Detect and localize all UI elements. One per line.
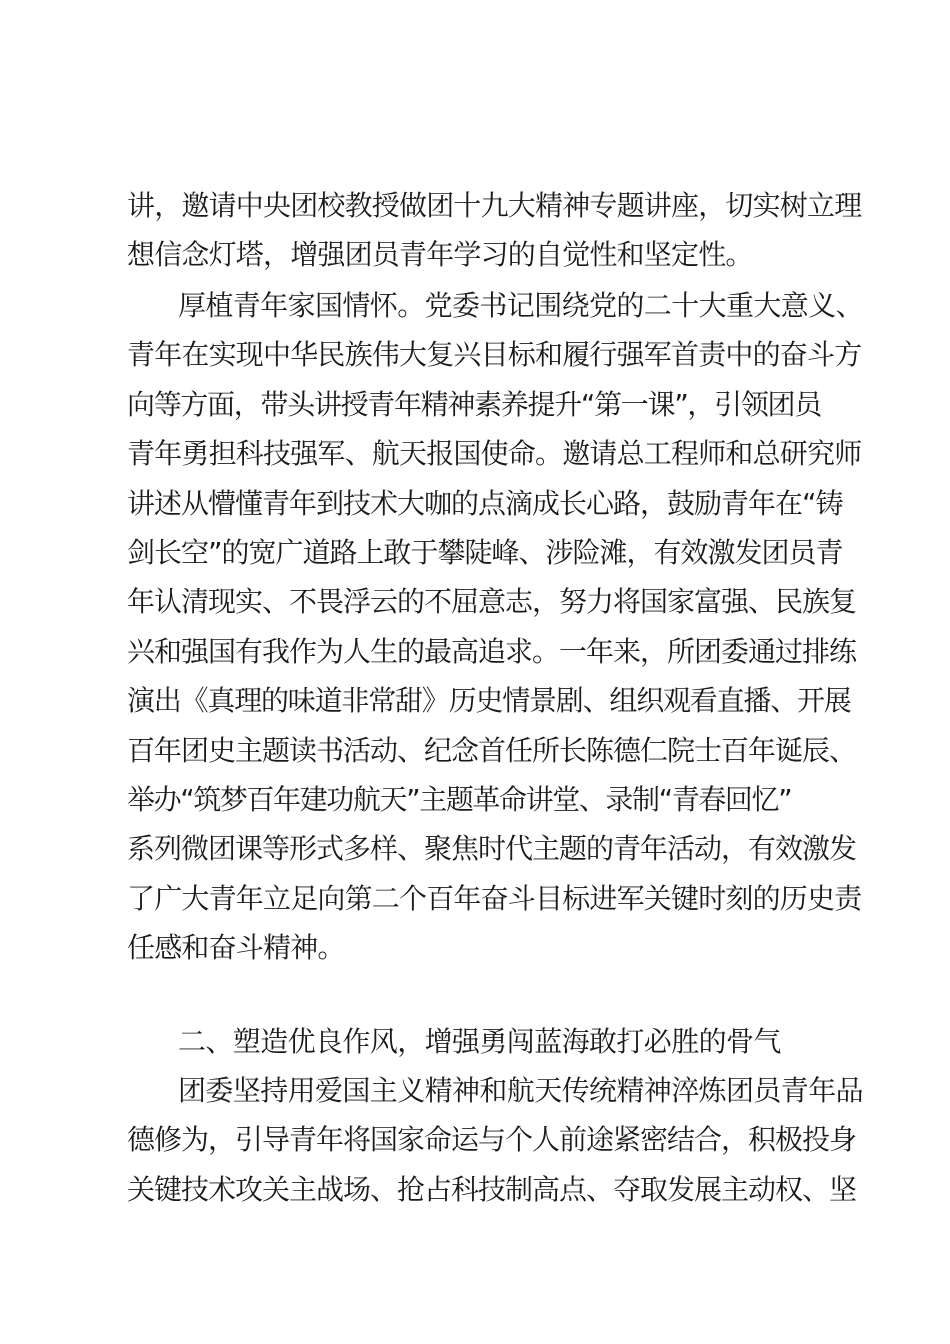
text-line: 剑长空”的宽广道路上敢于攀陡峰、涉险滩，有效激发团员青 xyxy=(127,535,843,569)
paragraph-continuation xyxy=(127,181,862,280)
text-line: 向等方面，带头讲授青年精神素养提升“第一课”，引领团员 xyxy=(127,387,821,421)
text-line: 兴和强国有我作为人生的最高追求。一年来，所团委通过排练 xyxy=(127,634,857,668)
text-line: 讲，邀请中央团校教授做团十九大精神专题讲座，切实树立理 xyxy=(127,189,862,222)
text-line: 关键技术攻关主战场、抢占科技制高点、夺取发展主动权、坚 xyxy=(127,1172,857,1206)
paragraph-patriotism-spirit xyxy=(127,1066,864,1214)
text-line: 讲述从懵懂青年到技术大咖的点滴成长心路，鼓励青年在“铸 xyxy=(127,486,843,520)
paragraph-youth-patriotism xyxy=(127,281,864,972)
text-line: 青年勇担科技强军、航天报国使命。邀请总工程师和总研究师 xyxy=(127,437,862,471)
text-line: 青年在实现中华民族伟大复兴目标和履行强军首责中的奋斗方 xyxy=(127,338,862,372)
text-line: 系列微团课等形式多样、聚焦时代主题的青年活动，有效激发 xyxy=(127,832,857,866)
section-heading xyxy=(127,1017,847,1066)
text-line: 演出《真理的味道非常甜》历史情景剧、组织观看直播、开展 xyxy=(127,684,851,718)
heading-text: 二、塑造优良作风，增强勇闯蓝海敢打必胜的骨气 xyxy=(178,1025,781,1058)
text-line: 任感和奋斗精神。 xyxy=(127,931,345,965)
text-line: 了广大青年立足向第二个百年奋斗目标进军关键时刻的历史责 xyxy=(127,881,862,915)
text-line: 年认清现实、不畏浮云的不屈意志，努力将国家富强、民族复 xyxy=(127,585,857,619)
text-line: 德修为，引导青年将国家命运与个人前途紧密结合，积极投身 xyxy=(127,1123,857,1157)
text-line: 想信念灯塔，增强团员青年学习的自觉性和坚定性。 xyxy=(127,238,753,272)
text-line: 百年团史主题读书活动、纪念首任所长陈德仁院士百年诞辰、 xyxy=(127,733,857,767)
text-line: 厚植青年家国情怀。党委书记围绕党的二十大重大意义、 xyxy=(178,289,864,322)
text-line: 团委坚持用爱国主义精神和航天传统精神淬炼团员青年品 xyxy=(178,1074,864,1107)
text-line: 举办“筑梦百年建功航天”主题革命讲堂、录制“青春回忆” xyxy=(127,782,792,816)
